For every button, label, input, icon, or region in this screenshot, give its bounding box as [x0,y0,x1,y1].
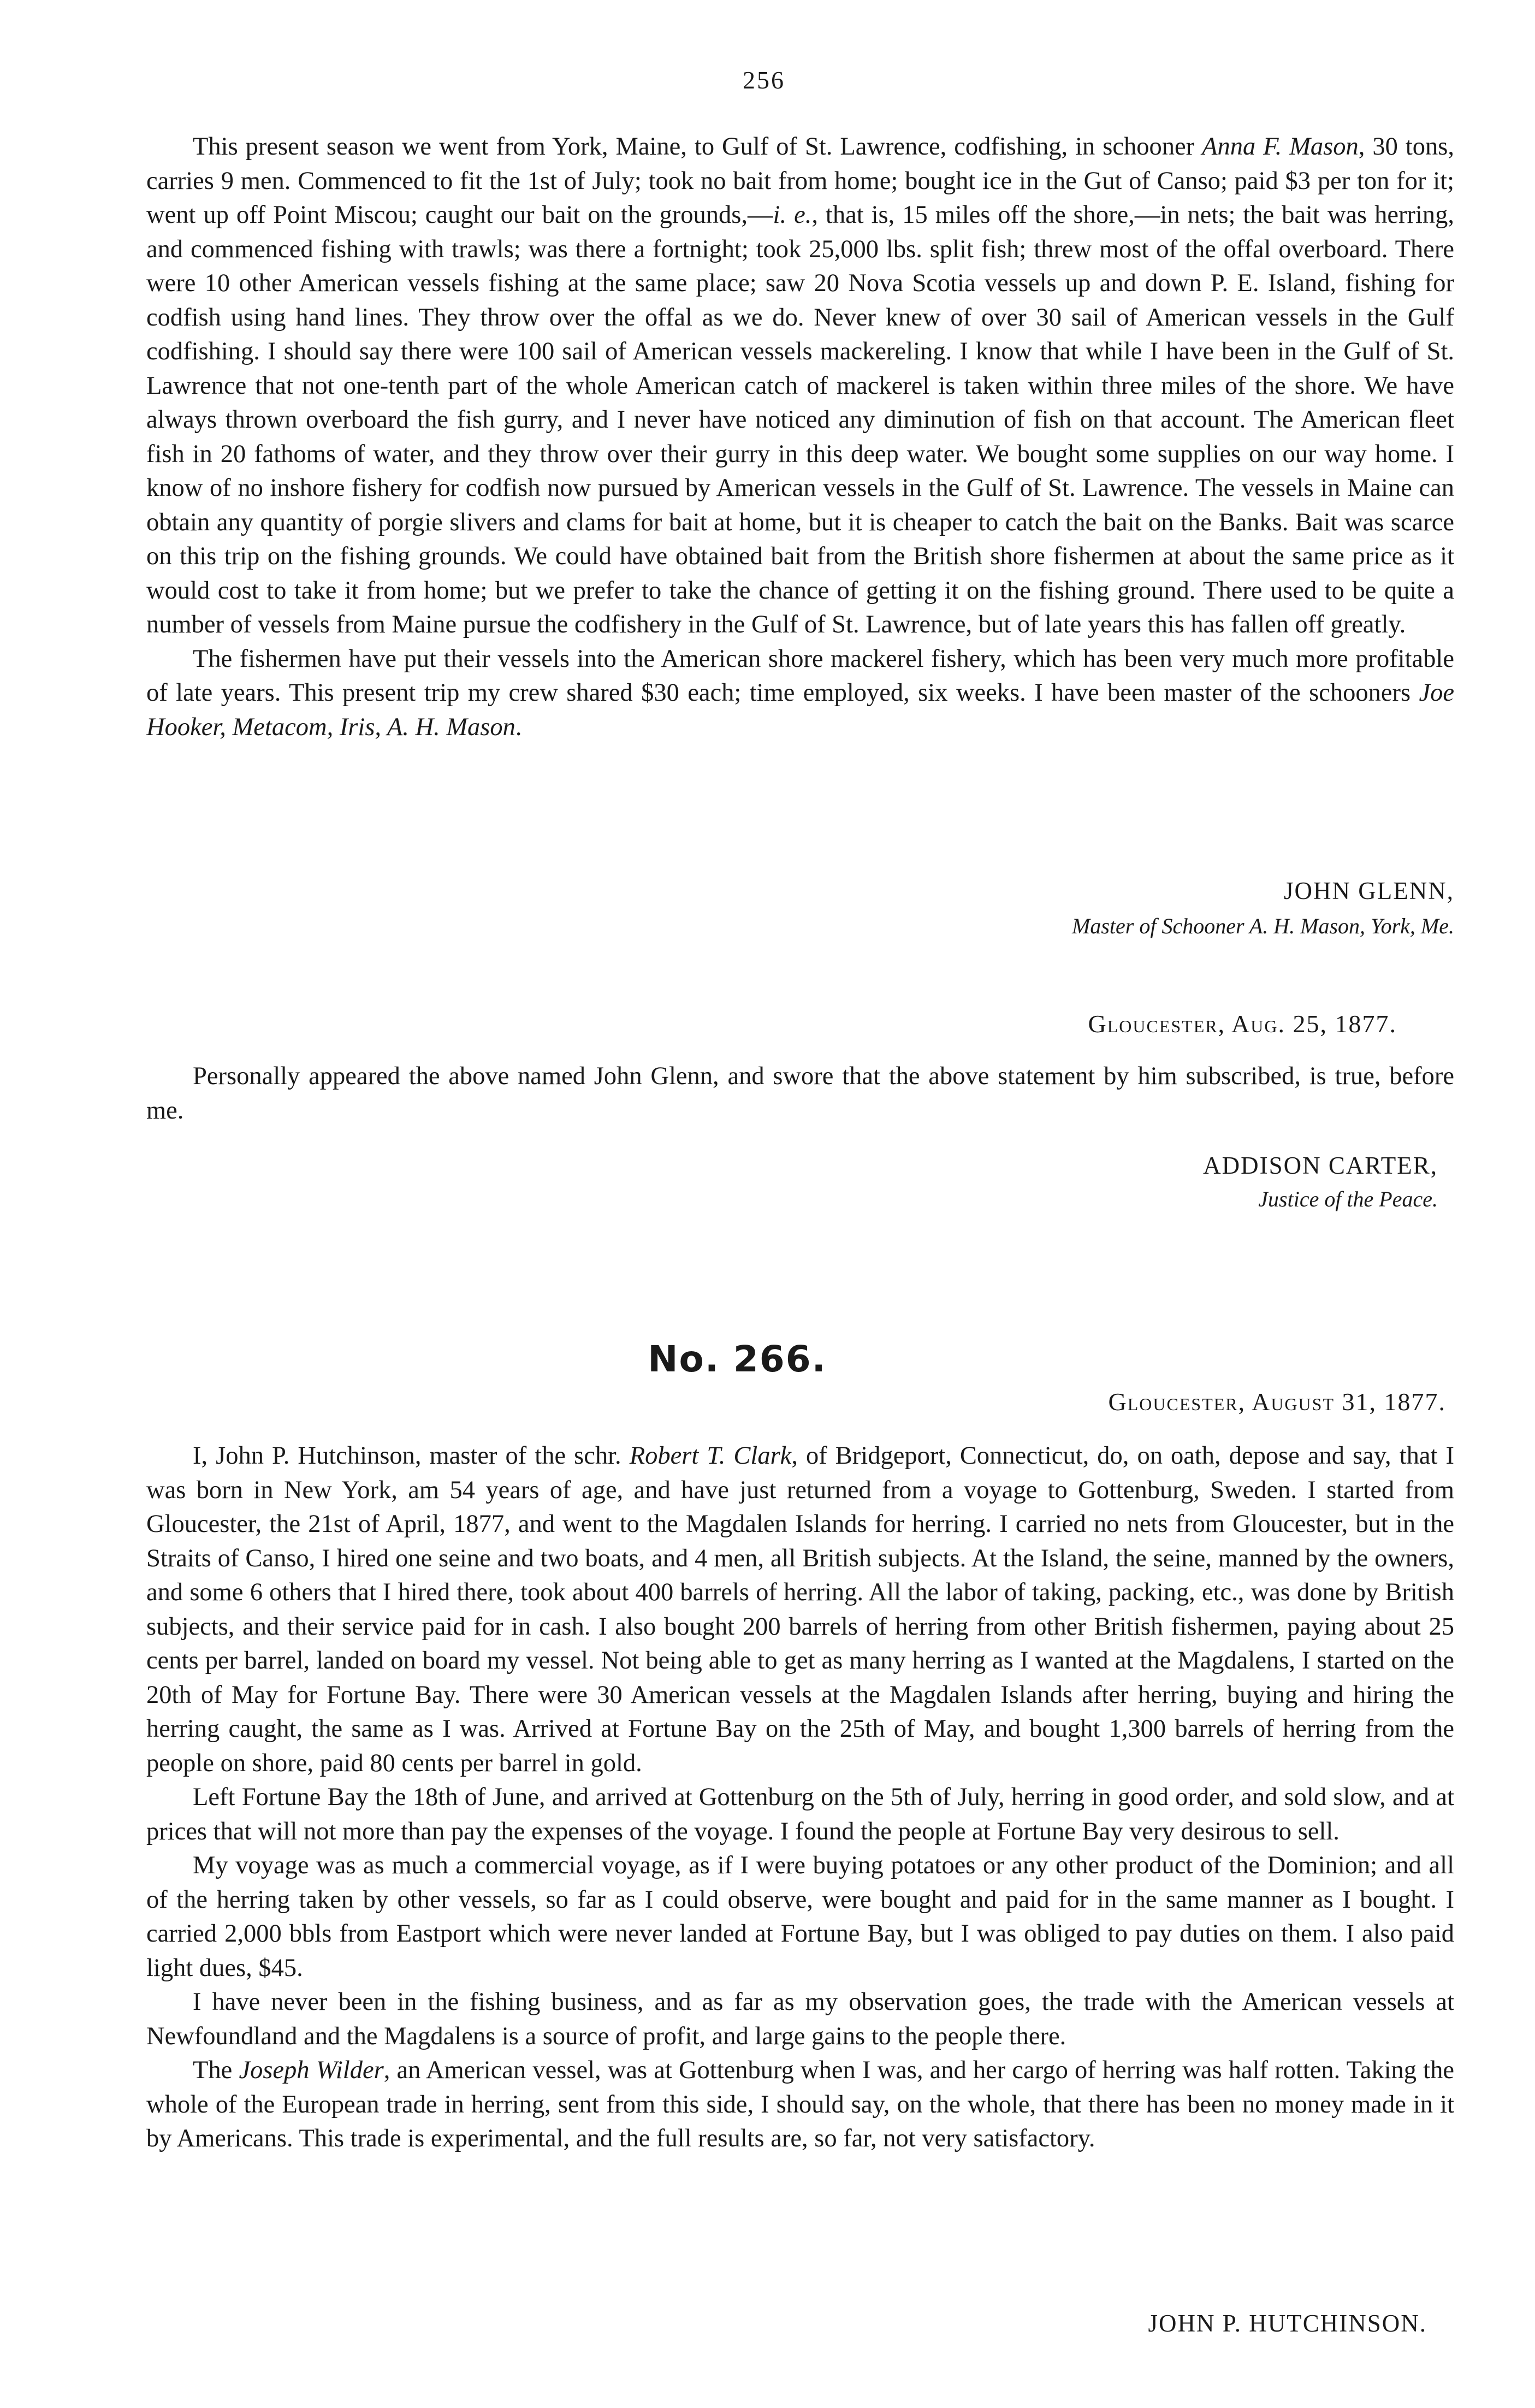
glenn-paragraph [146,130,1454,642]
paragraph-text: I, John P. Hutchinson, master of the schr. [193,1442,630,1470]
paragraph-text: , that is, 15 miles off the shore,—in nets; the bait was herring, and commenced fishing with trawls; was there a fortnight; took 25,000 lbs. split fish; threw most of the offal overboard. There were 10 other American vessels fishing at the same place; saw 20 Nova Scotia vessels up and down P. E. Island, fishing for codfish using hand lines. They throw over the offal as we do. Never knew of over 30 sail of American vessels in the Gulf codfishing. I should say there were 100 sail of American vessels mackereling. I know that while I have been in the Gulf of St. Lawrence that not one-tenth part of the whole American catch of mackerel is taken within three miles of the shore. We have always thrown overboard the fish gurry, and I never have noticed any diminution of fish on that account. The American fleet fish in 20 fathoms of water, and they throw over their gurry in this deep water. We bought some supplies on our way home. I know of no inshore fishery for codfish now pursued by American vessels in the Gulf of St. Lawrence. The vessels in Maine can obtain any quantity of porgie slivers and clams for bait at home, but it is cheaper to catch the bait on the Banks. Bait was scarce on this trip on the fishing grounds. We could have obtained bait from the British shore fishermen at about the same price as it would cost to take it from home; but we prefer to take the chance of getting it on the fishing ground. There used to be quite a number of vessels from Maine pursue the codfishery in the Gulf of St. Lawrence, but of late years this has fallen off greatly. [146,201,1455,638]
glenn-signature-name: JOHN GLENN, [1284,877,1454,904]
hutchinson-paragraph [146,1780,1454,1849]
paragraph-text: Left Fortune Bay the 18th of June, and arrived at Gottenburg on the 5th of July, herring in good order, and sold slow, and at prices that will not more than pay the expenses of the voyage. I found the people at Fortune Bay very desirous to sell. [146,1783,1454,1845]
italic-text: Joe Hooker, Metacom, Iris, A. H. Mason [146,679,1454,741]
hutchinson-paragraph [146,1849,1454,1985]
paragraph-text: The [193,2056,239,2084]
glenn-signature-title: Master of Schooner A. H. Mason, York, Me. [1072,914,1454,938]
hutchinson-paragraphs [146,1439,1454,2156]
glenn-paragraphs [146,130,1454,744]
glenn-statement [146,130,1454,744]
paragraph-text: , of Bridgeport, Connecticut, do, on oath, depose and say, that I was born in New York, am 54 years of age, and have just returned from a voyage to Gottenburg, Sweden. I started from Gloucester, the 21st of April, 1877, and went to the Magdalen Islands for herring. I carried no nets from Gloucester, but in the Straits of Canso, I hired one seine and two boats, and 4 men, all British subjects. At the Island, the seine, manned by the owners, and some 6 others that I hired there, took about 400 barrels of herring. All the labor of taking, packing, etc., was done by British subjects, and their service paid for in cash. I also bought 200 barrels of herring from other British fishermen, paying about 25 cents per barrel, landed on board my vessel. Not being able to get as many herring as I wanted at the Magdalens, I started on the 20th of May for Fortune Bay. There were 30 American vessels at the Magdalen Islands after herring, buying and hiring the herring caught, the same as I was. Arrived at Fortune Bay on the 25th of May, and bought 1,300 barrels of herring from the people on shore, paid 80 cents per barrel in gold. [146,1442,1454,1777]
hutchinson-paragraph [146,1439,1454,1780]
page-number: 256 [743,66,785,94]
paragraph-text: My voyage was as much a commercial voyage, as if I were buying potatoes or any other product of the Dominion; and all of the herring taken by other vessels, so far as I could observe, were bought and paid for in the same manner as I bought. I carried 2,000 bbls from Eastport which were never landed at Fortune Bay, but I was obliged to pay duties on them. I also paid light dues, $45. [146,1851,1454,1982]
hutchinson-paragraph [146,1985,1454,2054]
hutchinson-paragraph [146,2054,1454,2156]
glenn-dateline: Gloucester, Aug. 25, 1877. [1088,1010,1397,1038]
hutchinson-dateline: Gloucester, August 31, 1877. [1108,1388,1446,1416]
glenn-affidavit-block [146,1060,1454,1128]
glenn-paragraph [146,642,1454,745]
justice-signature-title: Justice of the Peace. [1258,1187,1438,1211]
hutchinson-statement [146,1439,1454,2156]
glenn-affidavit: Personally appeared the above named John Glenn, and swore that the above statement by him subscribed, is true, before me. [146,1062,1454,1125]
paragraph-text: The fishermen have put their vessels into the American shore mackerel fishery, which has been very much more profitable of late years. This present trip my crew shared $30 each; time employed, six weeks. I have been master of the schooners [146,644,1454,707]
italic-text: Robert T. Clark [629,1442,792,1470]
paragraph-text: This present season we went from York, Maine, to Gulf of St. Lawrence, codfishing, in schooner [193,133,1202,161]
italic-text: Anna F. Mason [1202,133,1359,161]
paragraph-text: I have never been in the fishing business, and as far as my observation goes, the trade with the American vessels at Newfoundland and the Magdalens is a source of profit, and large gains to the people there. [146,1988,1454,2050]
document-number-heading: No. 266. [648,1338,827,1380]
italic-text: Joseph Wilder [239,2056,384,2084]
paragraph-text: . [515,713,522,741]
hutchinson-signature-name: JOHN P. HUTCHINSON. [1148,2310,1427,2337]
paragraph-text: , 30 tons, carries 9 men. Commenced to fit the 1st of July; took no bait from home; bought ice in the Gut of Canso; paid $3 per ton for it; went up off Point Miscou; caught our bait on the grounds,— [146,133,1454,229]
justice-signature-name: ADDISON CARTER, [1203,1152,1438,1179]
italic-text: i. e. [773,201,812,229]
paragraph-text: , an American vessel, was at Gottenburg when I was, and her cargo of herring was half rotten. Taking the whole of the European trade in herring, sent from this side, I should say, on the whole, that there has been no money made in it by Americans. This trade is experimental, and the full results are, so far, not very satisfactory. [146,2056,1454,2152]
